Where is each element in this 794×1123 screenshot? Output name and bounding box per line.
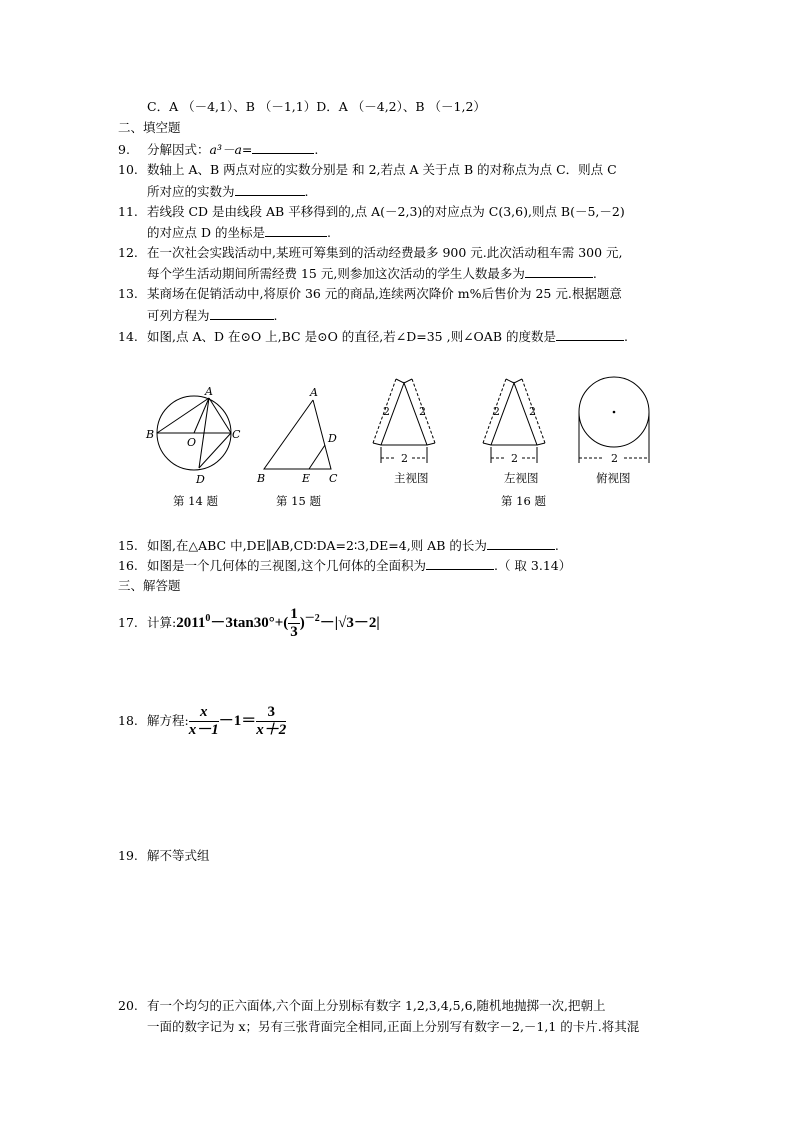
q14-text: 如图,点 A、D 在⊙O 上,BC 是⊙O 的直径,若∠D=35 ,则∠OAB 的度数是: [147, 329, 556, 344]
q12-answer-blank[interactable]: [525, 265, 593, 278]
q10-answer-blank[interactable]: [235, 183, 305, 196]
question-11: [118, 204, 625, 220]
q16-answer-blank[interactable]: [426, 557, 494, 570]
top-view-center-dot: [613, 411, 616, 414]
q15-end: .: [554, 538, 559, 553]
q10-line2: 所对应的实数为: [147, 184, 235, 199]
q17-fraction: $\frac{1}{3}$: [290, 606, 298, 641]
front-dim-left: 2: [383, 405, 390, 418]
q12-end: .: [592, 266, 597, 281]
q18-right-fraction: $\frac{3}{x+2}$: [256, 704, 287, 739]
q12-line2: 每个学生活动期间所需经费 15 元,则参加这次活动的学生人数最多为: [147, 266, 525, 281]
q15-answer-blank[interactable]: [487, 537, 555, 550]
q13-line1: 某商场在促销活动中,将原价 36 元的商品,连续两次降价 m%后售价为 25 元.根据题意: [147, 286, 622, 301]
q16-text: 如图是一个几何体的三视图,这个几何体的全面积为: [147, 558, 426, 573]
q11-line1: 若线段 CD 是由线段 AB 平移得到的,点 A(－2,3)的对应点为 C(3,6),则点 B(－5,－2): [147, 204, 625, 219]
question-13-cont: [147, 307, 278, 324]
front-dim-right: 2: [419, 405, 426, 418]
front-dim-bottom: 2: [401, 452, 408, 465]
q11-answer-blank[interactable]: [265, 224, 327, 237]
q18-number: 18.: [118, 713, 138, 728]
fig15-label-c: C: [329, 472, 338, 485]
question-20: [118, 998, 605, 1014]
q18-label: 解方程:: [147, 713, 189, 728]
q17-expr: $2011^0-3\tan 30^\circ+$( $\frac{1}{3}$ )$^{-2}$－|√3－2|: [176, 606, 380, 641]
fig14-label-c: C: [232, 428, 241, 441]
question-14: [118, 328, 628, 345]
q20-line1: 有一个均匀的正六面体,六个面上分别标有数字 1,2,3,4,5,6,随机地抛掷一次,把朝上: [147, 998, 606, 1013]
q9-expr: a³－a=: [209, 142, 253, 157]
section-solve: 三、解答题: [118, 578, 181, 593]
section-fill-in: 二、填空题: [118, 120, 181, 135]
q13-end: .: [273, 308, 278, 323]
q19-number: 19.: [118, 848, 138, 863]
fig15-label-d: D: [328, 432, 337, 445]
question-10-cont: [147, 183, 309, 200]
fig14-label-d: D: [196, 473, 205, 486]
q11-number: 11.: [118, 204, 138, 219]
question-9: [118, 141, 318, 158]
q18-equation: $\frac{x}{x-1}$ －1＝ $\frac{3}{x+2}$: [188, 704, 287, 739]
fig16-caption: 第 16 题: [501, 494, 546, 508]
fig15-label-a: A: [310, 386, 318, 399]
q12-number: 12.: [118, 245, 138, 260]
question-16: [118, 557, 571, 574]
fig14-caption: 第 14 题: [173, 494, 218, 508]
q9-end: .: [314, 142, 319, 157]
fig14-label-a: A: [205, 385, 213, 398]
question-20-cont: [147, 1019, 639, 1035]
question-11-cont: [147, 224, 331, 241]
q15-text: 如图,在△ABC 中,DE∥AB,CD∶DA=2∶3,DE=4,则 AB 的长为: [147, 538, 487, 553]
q10-end: .: [304, 184, 309, 199]
q18-left-fraction: $\frac{x}{x-1}$: [188, 704, 219, 739]
fig15-triangle: [264, 400, 331, 469]
fig16-left-view: [483, 379, 545, 463]
q12-line1: 在一次社会实践活动中,某班可筹集到的活动经费最多 900 元.此次活动租车需 300 元,: [147, 245, 623, 260]
fig15-caption: 第 15 题: [276, 494, 321, 508]
q11-line2: 的对应点 D 的坐标是: [147, 225, 265, 240]
fig16-top-view: [579, 377, 649, 463]
q20-line2: 一面的数字记为 x；另有三张背面完全相同,正面上分别写有数字－2,－1,1 的卡片.将其混: [147, 1019, 640, 1034]
q20-number: 20.: [118, 998, 138, 1013]
question-12: [118, 245, 623, 261]
fig14-label-o: O: [187, 436, 197, 449]
q13-line2: 可列方程为: [147, 308, 210, 323]
q16-number: 16.: [118, 558, 138, 573]
q11-end: .: [326, 225, 331, 240]
question-19: [118, 848, 210, 864]
q14-number: 14.: [118, 329, 138, 344]
q9-answer-blank[interactable]: [252, 141, 314, 154]
q9-number: 9.: [118, 142, 130, 157]
fig14-circle-diagram: [157, 396, 231, 470]
fig15-triangle-diagram: [264, 400, 331, 469]
left-dim-bottom: 2: [511, 452, 518, 465]
front-view-caption: 主视图: [394, 471, 429, 485]
fig14-label-b: B: [146, 428, 155, 441]
q9-text: 分解因式：: [147, 142, 210, 157]
fig14-line-ac: [209, 398, 231, 433]
fig15-line-de: [309, 445, 325, 469]
left-dim-right: 2: [529, 405, 536, 418]
question-13: [118, 286, 622, 302]
q16-end: .（ 取 3.14）: [493, 558, 572, 573]
q19-text: 解不等式组: [147, 848, 210, 863]
fig16-front-view: [373, 379, 435, 463]
left-view-caption: 左视图: [504, 471, 539, 485]
q15-number: 15.: [118, 538, 138, 553]
left-dim-left: 2: [493, 405, 500, 418]
q8-options: C．A （－4,1）、B （－1,1）D．A （－4,2）、B （－1,2）: [147, 99, 486, 114]
q13-number: 13.: [118, 286, 138, 301]
top-dim-bottom: 2: [611, 452, 618, 465]
fig15-label-e: E: [302, 472, 311, 485]
q10-line1: 数轴上 A、B 两点对应的实数分别是 和 2,若点 A 关于点 B 的对称点为点 C．则点 C: [147, 162, 617, 177]
q13-answer-blank[interactable]: [210, 307, 274, 320]
q14-end: .: [624, 329, 628, 344]
q17-number: 17.: [118, 615, 138, 630]
q10-number: 10.: [118, 162, 138, 177]
top-view-caption: 俯视图: [596, 471, 631, 485]
question-15: [118, 537, 559, 554]
q17-label: 计算:: [147, 615, 177, 630]
fig15-label-b: B: [257, 472, 266, 485]
q14-answer-blank[interactable]: [556, 328, 624, 341]
question-18: [118, 704, 286, 739]
question-12-cont: [147, 265, 597, 282]
question-10: [118, 162, 617, 178]
question-17: [118, 604, 380, 641]
